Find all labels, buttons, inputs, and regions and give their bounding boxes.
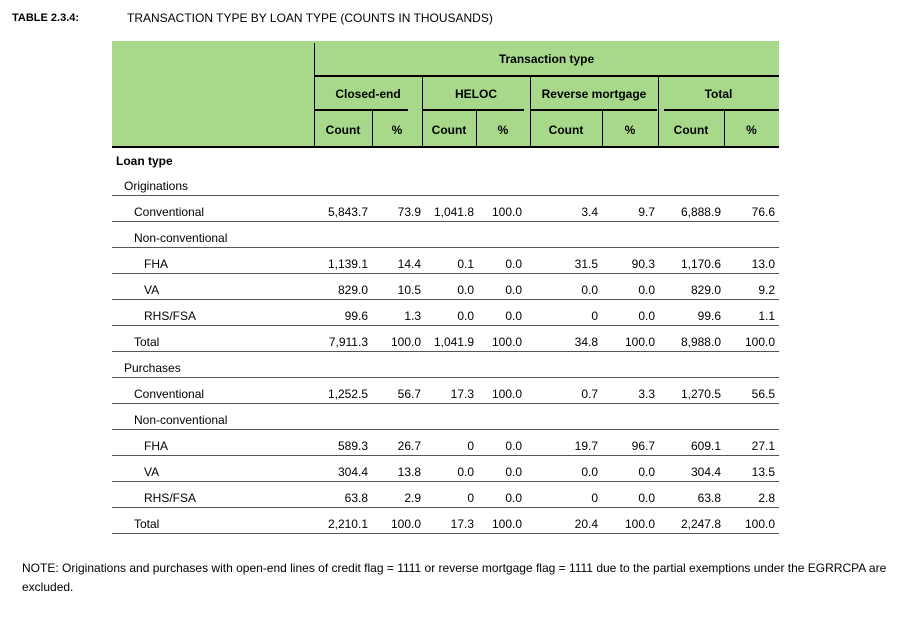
- stub-header: Loan type: [116, 154, 173, 168]
- table-cell: 17.3: [450, 517, 474, 531]
- table-cell: 2.8: [758, 491, 775, 505]
- table-cell: 100.0: [744, 335, 775, 349]
- group-header-reverse-mortgage: Reverse mortgage: [541, 87, 647, 101]
- row-divider: [112, 325, 779, 326]
- sub-header-count: Count: [431, 123, 467, 137]
- sub-header-count: Count: [548, 123, 584, 137]
- table-cell: 100.0: [390, 335, 421, 349]
- row-label: Non-conventional: [134, 413, 228, 427]
- table-cell: 1,252.5: [327, 387, 368, 401]
- row-divider: [112, 221, 779, 222]
- sub-header-percent: %: [391, 123, 403, 137]
- table-cell: 0.0: [457, 309, 474, 323]
- group-header-total: Total: [704, 87, 733, 101]
- table-cell: 76.6: [751, 205, 775, 219]
- group-rule-heloc: [422, 109, 524, 111]
- row-divider: [112, 455, 779, 456]
- table-cell: 0.0: [638, 465, 655, 479]
- table-cell: 0: [591, 491, 598, 505]
- group-rule-closed-end: [314, 109, 408, 111]
- table-cell: 5,843.7: [327, 205, 368, 219]
- table-note: NOTE: Originations and purchases with open-end lines of credit flag = 1111 or reverse mortgage flag = 1111 due to the partial exemptions under the EGRRCPA are excluded.: [22, 561, 887, 594]
- super-header-rule: [314, 75, 779, 77]
- table-cell: 0: [467, 491, 474, 505]
- row-divider: [112, 273, 779, 274]
- table-cell: 9.7: [638, 205, 655, 219]
- row-divider: [112, 299, 779, 300]
- row-label: FHA: [144, 439, 168, 453]
- table-cell: 0.0: [457, 283, 474, 297]
- table-cell: 0.0: [505, 439, 522, 453]
- row-divider: [112, 351, 779, 352]
- super-header: Transaction type: [498, 52, 595, 66]
- table-cell: 2,210.1: [327, 517, 368, 531]
- table-cell: 19.7: [574, 439, 598, 453]
- table-cell: 100.0: [491, 335, 522, 349]
- row-label: Originations: [124, 179, 189, 193]
- table-cell: 0.0: [581, 283, 598, 297]
- table-cell: 589.3: [337, 439, 368, 453]
- table-cell: 56.7: [397, 387, 421, 401]
- table-cell: 2,247.8: [680, 517, 721, 531]
- table-cell: 0: [591, 309, 598, 323]
- table-cell: 96.7: [631, 439, 655, 453]
- table-cell: 1.3: [404, 309, 421, 323]
- table-cell: 27.1: [751, 439, 775, 453]
- table-cell: 63.8: [697, 491, 721, 505]
- table-title: TRANSACTION TYPE BY LOAN TYPE (COUNTS IN THOUSANDS): [127, 11, 493, 25]
- table-cell: 0: [467, 439, 474, 453]
- sub-header-count: Count: [325, 123, 361, 137]
- table-cell: 99.6: [697, 309, 721, 323]
- row-label: Total: [134, 517, 160, 531]
- table-cell: 100.0: [624, 517, 655, 531]
- group-rule-reverse: [530, 109, 657, 111]
- table-cell: 100.0: [491, 205, 522, 219]
- table-cell: 20.4: [574, 517, 598, 531]
- table-cell: 2.9: [404, 491, 421, 505]
- row-label: Non-conventional: [134, 231, 228, 245]
- table-cell: 0.0: [505, 309, 522, 323]
- table-cell: 0.0: [581, 465, 598, 479]
- row-divider: [112, 195, 779, 196]
- table-cell: 10.5: [397, 283, 421, 297]
- row-label: VA: [144, 283, 160, 297]
- row-label: Purchases: [124, 361, 181, 375]
- row-divider: [112, 481, 779, 482]
- table-cell: 100.0: [624, 335, 655, 349]
- table-cell: 609.1: [690, 439, 721, 453]
- table-cell: 0.0: [638, 283, 655, 297]
- row-divider: [112, 247, 779, 248]
- row-label: RHS/FSA: [144, 309, 197, 323]
- table-cell: 1,041.9: [433, 335, 474, 349]
- table-cell: 73.9: [397, 205, 421, 219]
- table-cell: 6,888.9: [680, 205, 721, 219]
- header-bottom-rule: [112, 146, 779, 148]
- table-cell: 304.4: [690, 465, 721, 479]
- table-cell: 1.1: [758, 309, 775, 323]
- table-cell: 63.8: [344, 491, 368, 505]
- row-label: FHA: [144, 257, 168, 271]
- row-label: Conventional: [134, 387, 205, 401]
- table-cell: 17.3: [450, 387, 474, 401]
- table-cell: 1,139.1: [327, 257, 368, 271]
- row-label: Conventional: [134, 205, 205, 219]
- table-cell: 13.5: [751, 465, 775, 479]
- group-header-closed-end: Closed-end: [335, 87, 401, 101]
- table-cell: 1,270.5: [680, 387, 721, 401]
- table-cell: 304.4: [337, 465, 368, 479]
- table-cell: 14.4: [397, 257, 421, 271]
- table-cell: 0.1: [457, 257, 474, 271]
- table-cell: 90.3: [631, 257, 655, 271]
- table-cell: 0.0: [638, 491, 655, 505]
- table-cell: 0.0: [505, 257, 522, 271]
- row-label: RHS/FSA: [144, 491, 197, 505]
- row-divider: [112, 507, 779, 508]
- row-label: VA: [144, 465, 160, 479]
- table-cell: 56.5: [751, 387, 775, 401]
- table-cell: 0.0: [505, 491, 522, 505]
- table-cell: 34.8: [574, 335, 598, 349]
- row-divider: [112, 377, 779, 378]
- table-cell: 3.3: [638, 387, 655, 401]
- row-divider: [112, 533, 779, 534]
- table-cell: 0.0: [505, 283, 522, 297]
- sub-header-percent: %: [624, 123, 636, 137]
- group-header-heloc: HELOC: [455, 87, 497, 101]
- table-cell: 100.0: [744, 517, 775, 531]
- group-rule-total: [664, 109, 779, 111]
- table-cell: 0.7: [581, 387, 598, 401]
- table-cell: 0.0: [638, 309, 655, 323]
- table-cell: 0.0: [457, 465, 474, 479]
- table-cell: 1,170.6: [680, 257, 721, 271]
- table-cell: 100.0: [390, 517, 421, 531]
- table-cell: 8,988.0: [680, 335, 721, 349]
- sub-header-count: Count: [673, 123, 709, 137]
- sub-header-percent: %: [746, 123, 757, 137]
- sub-header-percent: %: [497, 123, 509, 137]
- table-cell: 13.0: [751, 257, 775, 271]
- table-cell: 829.0: [690, 283, 721, 297]
- table-label: TABLE 2.3.4:: [12, 12, 80, 24]
- table-cell: 26.7: [397, 439, 421, 453]
- table-cell: 99.6: [344, 309, 368, 323]
- table-cell: 100.0: [491, 387, 522, 401]
- row-divider: [112, 403, 779, 404]
- table-cell: 1,041.8: [433, 205, 474, 219]
- table-cell: 9.2: [758, 283, 775, 297]
- table-cell: 13.8: [397, 465, 421, 479]
- table-cell: 3.4: [581, 205, 598, 219]
- table-cell: 829.0: [337, 283, 368, 297]
- table-cell: 7,911.3: [328, 335, 368, 349]
- row-divider: [112, 429, 779, 430]
- row-label: Total: [134, 335, 160, 349]
- table-cell: 100.0: [491, 517, 522, 531]
- table-cell: 0.0: [505, 465, 522, 479]
- table-cell: 31.5: [574, 257, 598, 271]
